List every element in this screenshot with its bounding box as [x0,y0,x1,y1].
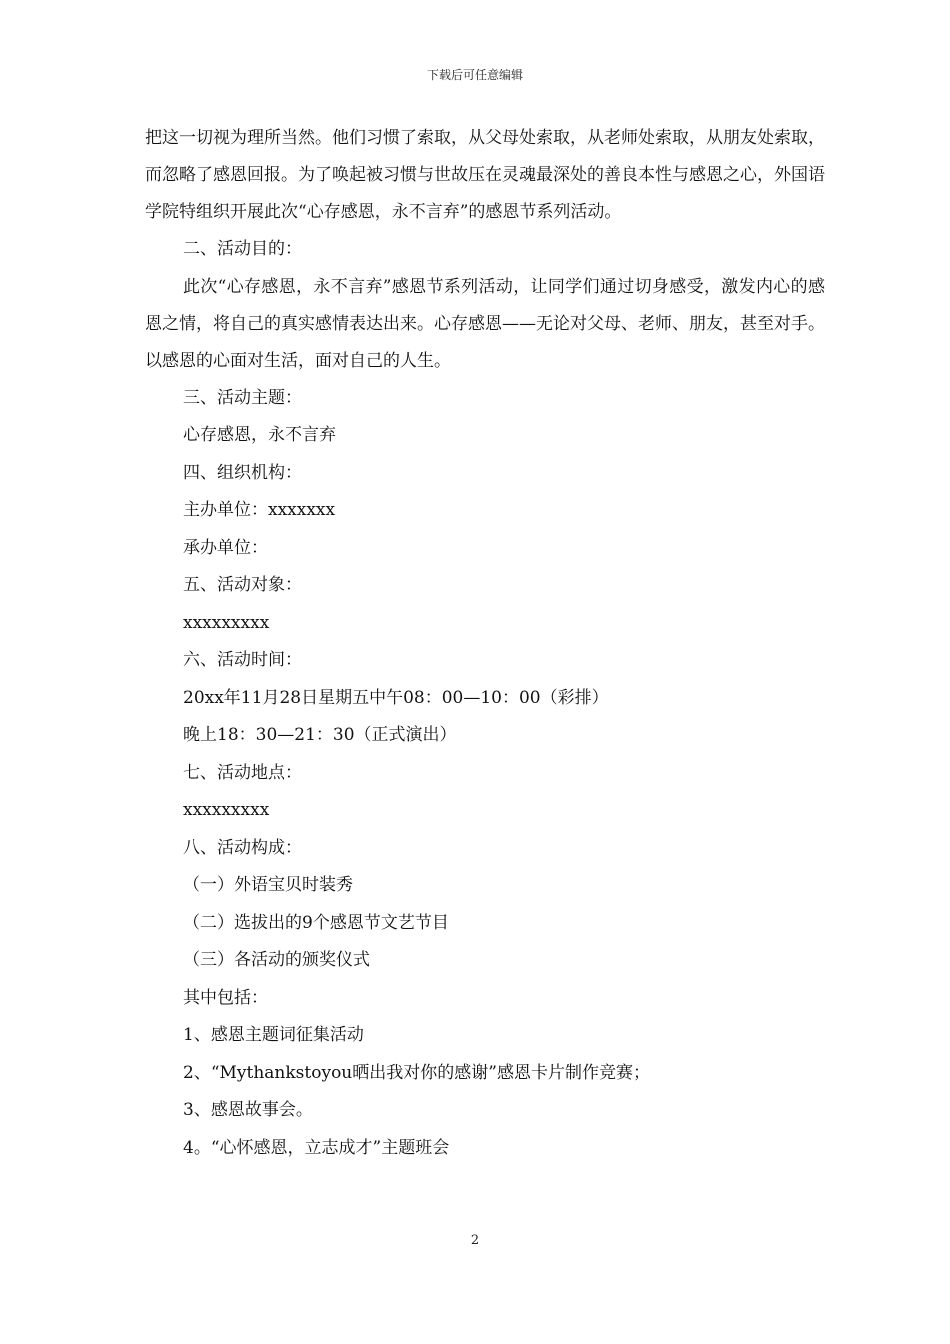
section-heading-audience: 五、活动对象： [183,575,302,595]
list-item-3: 3、感恩故事会。 [183,1100,313,1120]
composition-item-2: （二）选拔出的9个感恩节文艺节目 [183,912,449,933]
composition-item-3: （三）各活动的颁奖仪式 [183,950,370,970]
includes-label: 其中包括： [183,987,268,1008]
list-item-1: 1、感恩主题词征集活动 [183,1025,364,1045]
rehearsal-time: 20xx年11月28日星期五中午08：00—10：00（彩排） [183,687,609,708]
location-text: xxxxxxxxx [183,800,270,820]
section-heading-organization: 四、组织机构： [183,462,302,483]
performance-time: 晚上18：30—21：30（正式演出） [183,725,457,745]
list-item-4: 4。“心怀感恩，立志成才”主题班会 [183,1137,450,1158]
page-number: 2 [470,1233,480,1248]
purpose-paragraph: 此次“心存感恩，永不言弃”感恩节系列活动，让同学们通过切身感受，激发内心的感恩之情，将自己的真实感情表达出来。心存感恩——无论对父母、老师、朋友，甚至对手。以感恩的心面对生活，面对自己的人生。 [145,276,825,371]
section-heading-location: 七、活动地点： [183,762,302,783]
host-unit: 主办单位：xxxxxxx [183,500,336,520]
list-item-2: 2、“Mythankstoyou晒出我对你的感谢”感恩卡片制作竞赛； [183,1062,650,1083]
composition-item-1: （一）外语宝贝时装秀 [183,875,353,895]
theme-text: 心存感恩，永不言弃 [183,425,336,445]
audience-text: xxxxxxxxx [183,612,270,633]
section-heading-theme: 三、活动主题： [183,387,302,408]
section-heading-purpose: 二、活动目的： [183,239,302,259]
section-heading-time: 六、活动时间： [183,650,302,670]
page-header: 下载后可任意编辑 [426,68,523,82]
organizer-unit: 承办单位： [183,537,268,558]
intro-paragraph: 把这一切视为理所当然。他们习惯了索取，从父母处索取，从老师处索取，从朋友处索取，而忽略了感恩回报。为了唤起被习惯与世故压在灵魂最深处的善良本性与感恩之心，外国语学院特组织开展此次“心存感恩，永不言弃”的感恩节系列活动。 [145,128,825,222]
section-heading-composition: 八、活动构成： [183,837,302,858]
document-body [145,120,825,1167]
